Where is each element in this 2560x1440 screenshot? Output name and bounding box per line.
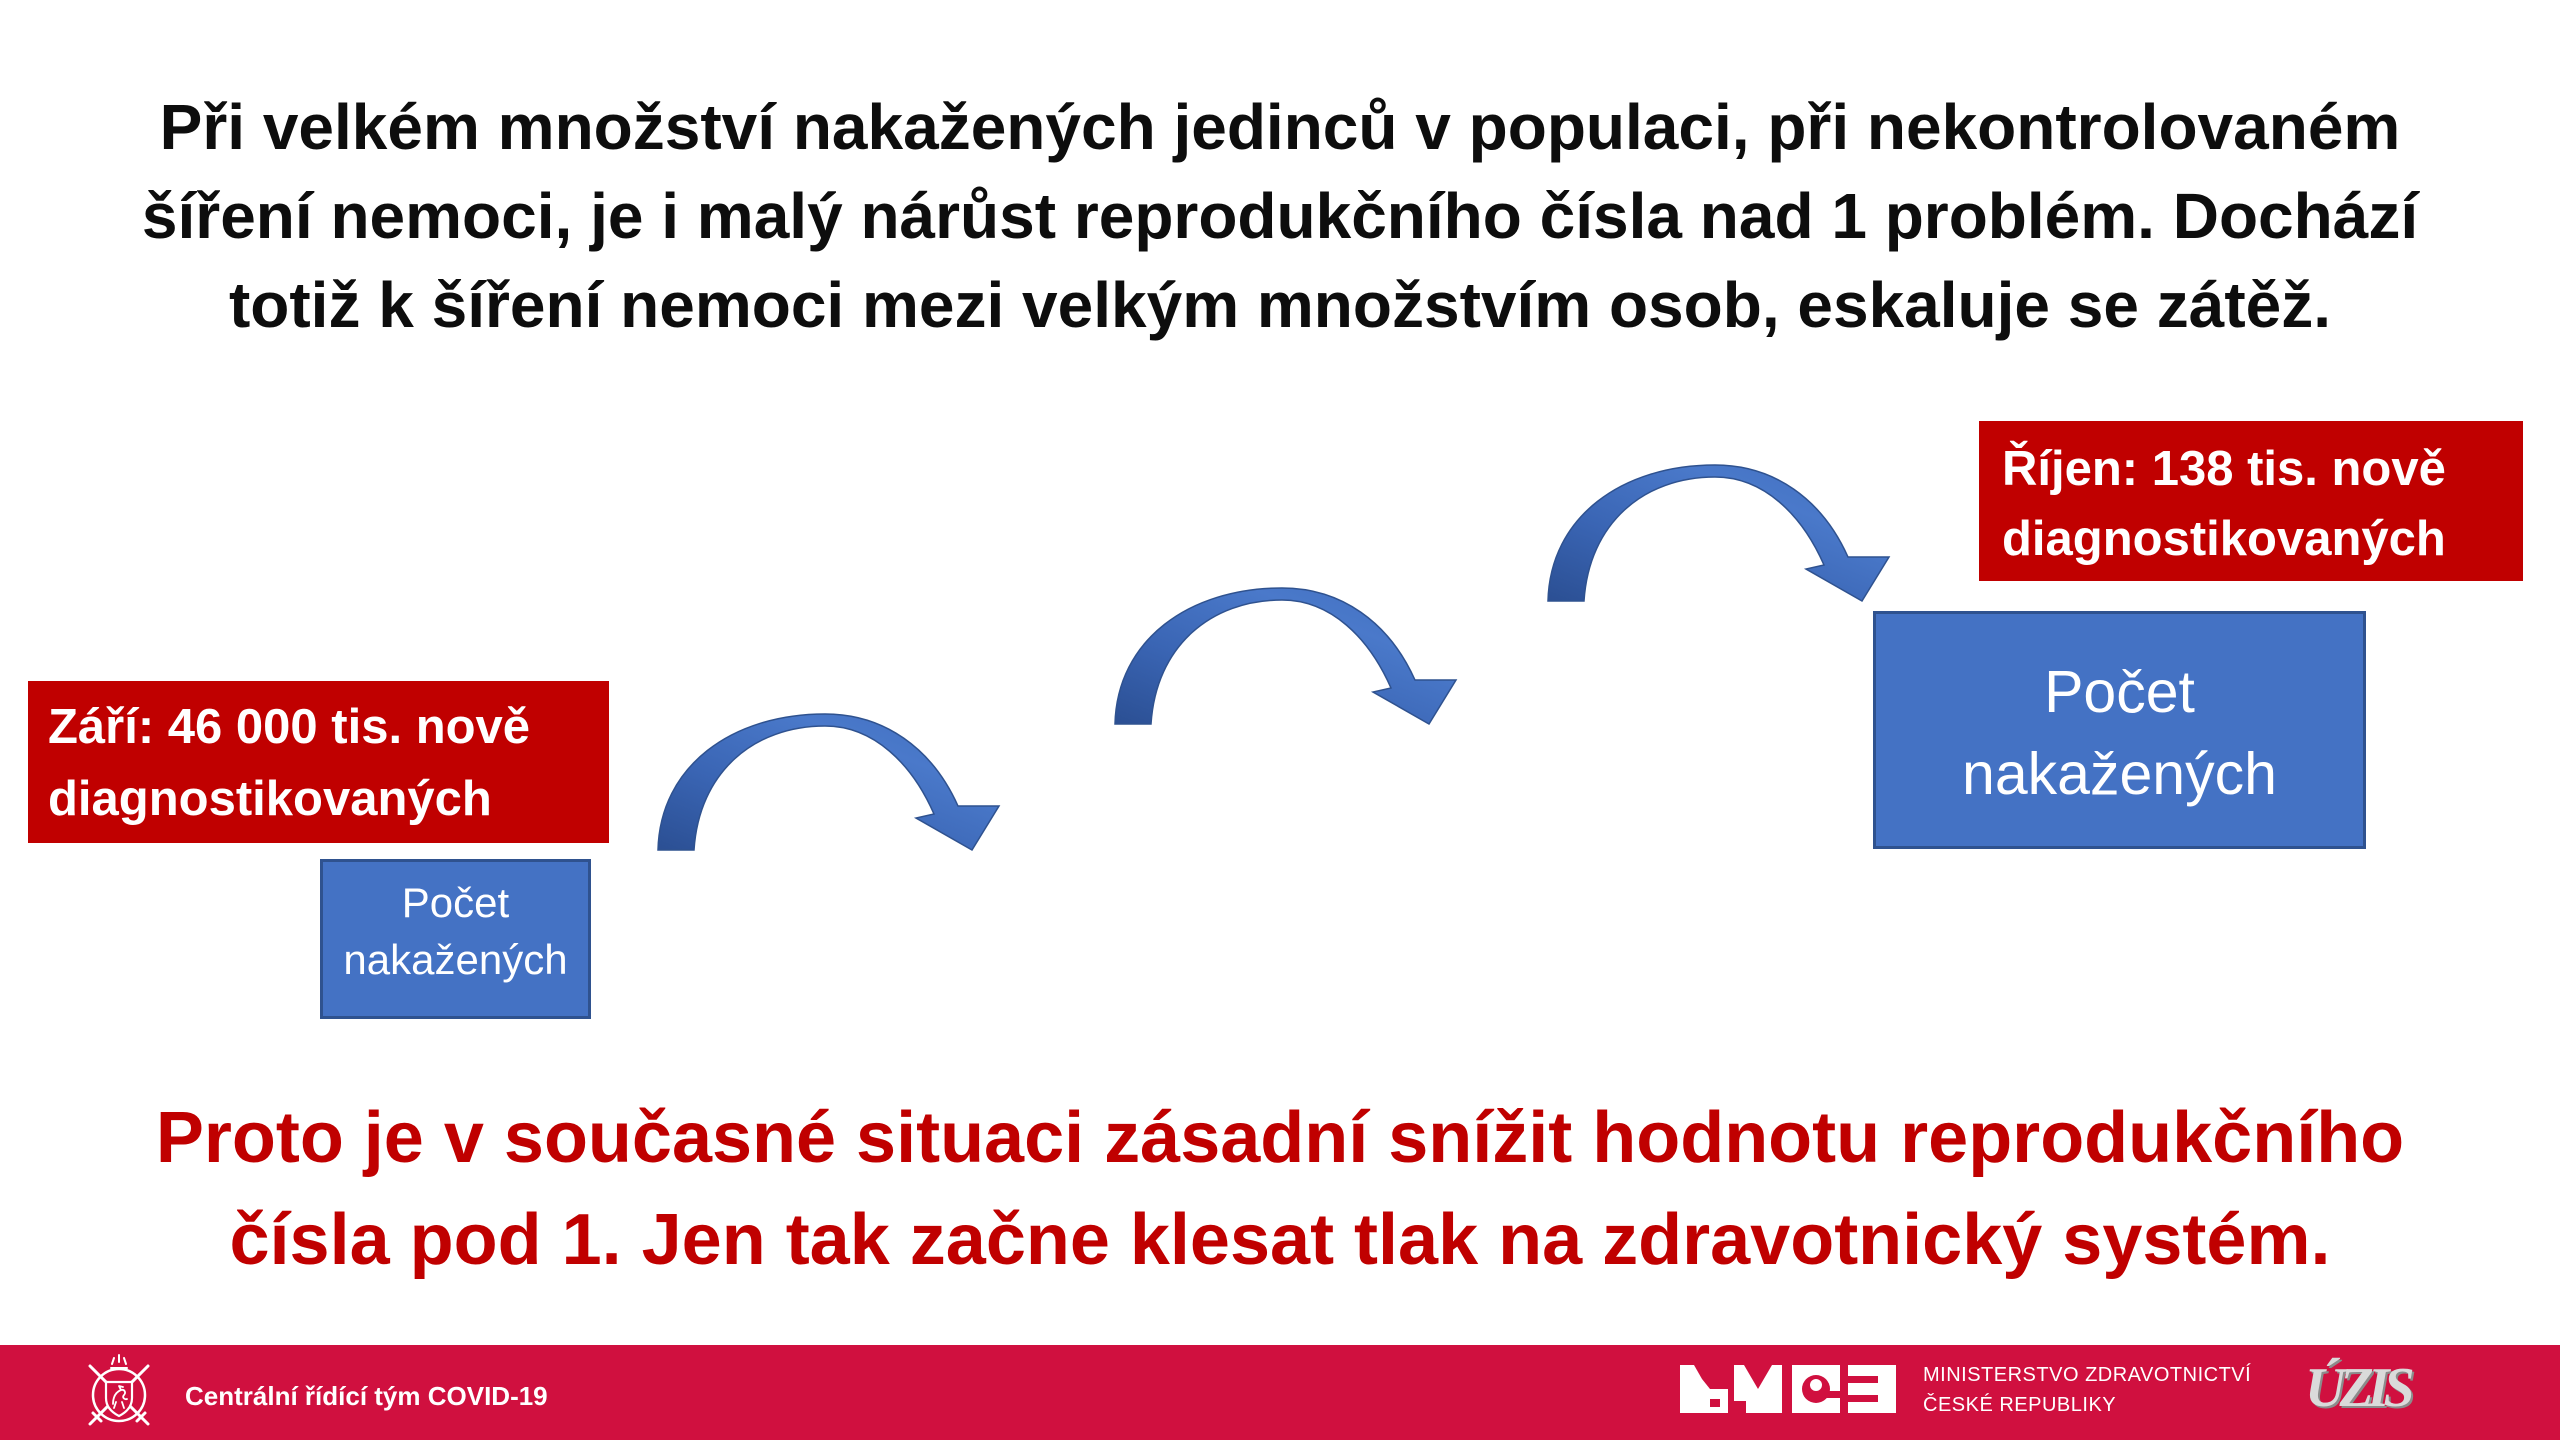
ministry-name-line: ČESKÉ REPUBLIKY bbox=[1923, 1394, 2117, 1416]
team-label: Centrální řídící tým COVID-19 bbox=[185, 1381, 548, 1411]
callout-line: Říjen: 138 tis. nově bbox=[2002, 442, 2446, 496]
title-line: totiž k šíření nemoci mezi velkým množstvím osob, eskaluje se zátěž. bbox=[228, 269, 2332, 341]
mzcr-logo-icon bbox=[1680, 1363, 1902, 1415]
conclusion-line: čísla pod 1. Jen tak začne klesat tlak na zdravotnický systém. bbox=[229, 1200, 2331, 1280]
ministry-name-line: MINISTERSTVO ZDRAVOTNICTVÍ bbox=[1923, 1364, 2252, 1386]
curved-arrow-2-icon bbox=[1115, 588, 1456, 724]
callout-line: diagnostikovaných bbox=[2002, 512, 2446, 566]
box-line: Počet bbox=[2044, 659, 2195, 725]
conclusion-line: Proto je v současné situaci zásadní snížit hodnotu reprodukčního bbox=[155, 1098, 2405, 1178]
title-line: šíření nemoci, je i malý nárůst reprodukčního čísla nad 1 problém. Dochází bbox=[141, 180, 2419, 252]
september-callout bbox=[28, 681, 609, 843]
september-infected-box bbox=[320, 859, 591, 1019]
callout-line: diagnostikovaných bbox=[48, 772, 492, 826]
slide-title bbox=[0, 83, 2560, 350]
conclusion-text bbox=[0, 1087, 2560, 1291]
curved-arrow-1-icon bbox=[658, 714, 999, 850]
box-line: Počet bbox=[401, 879, 510, 926]
ministry-name bbox=[1923, 1360, 2251, 1420]
title-line: Při velkém množství nakažených jedinců v populaci, při nekontrolovaném bbox=[159, 91, 2401, 163]
box-line: nakažených bbox=[1962, 741, 2277, 807]
curved-arrow-3-icon bbox=[1548, 465, 1889, 601]
footer-bar bbox=[0, 1345, 2560, 1440]
uzis-logo: ÚZIS bbox=[2305, 1357, 2409, 1419]
october-callout bbox=[1979, 421, 2523, 581]
callout-line: Září: 46 000 tis. nově bbox=[48, 700, 531, 754]
coat-of-arms-icon bbox=[78, 1352, 160, 1434]
october-infected-box bbox=[1873, 611, 2366, 849]
box-line: nakažených bbox=[343, 936, 568, 983]
